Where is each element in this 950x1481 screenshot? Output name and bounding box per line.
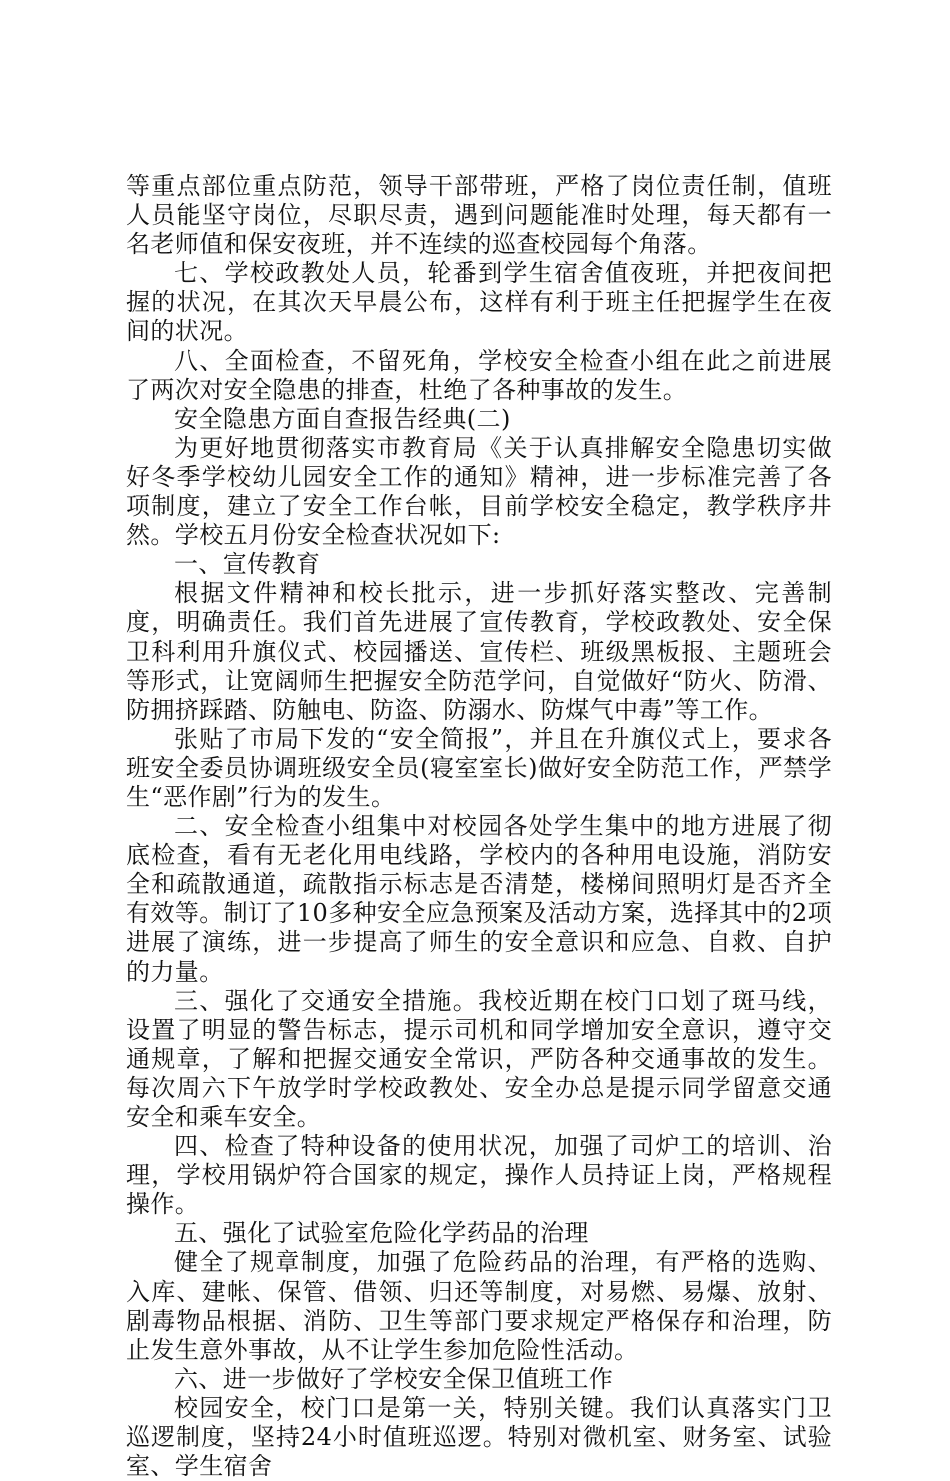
paragraph-item-7: 七、学校政教处人员，轮番到学生宿舍值夜班，并把夜间把握的状况，在其次天早晨公布，这样有利于班主任把握学生在夜间的状况。 <box>126 259 832 346</box>
paragraph-intro: 为更好地贯彻落实市教育局《关于认真排解安全隐患切实做好冬季学校幼儿园安全工作的通知》精神，进一步标准完善了各项制度，建立了安全工作台帐，目前学校安全稳定，教学秩序井然。学校五月份安全检查状况如下: <box>126 433 832 550</box>
paragraph-item-8: 八、全面检查，不留死角，学校安全检查小组在此之前进展了两次对安全隐患的排查，杜绝了各种事故的发生。 <box>126 346 832 404</box>
paragraph-item-3: 三、强化了交通安全措施。我校近期在校门口划了斑马线，设置了明显的警告标志，提示司机和同学增加安全意识，遵守交通规章，了解和把握交通安全常识，严防各种交通事故的发生。每次周六下午放学时学校政教处、安全办总是提示同学留意交通安全和乘车安全。 <box>126 986 832 1131</box>
heading-item-1: 一、宣传教育 <box>174 550 321 579</box>
section-title: 安全隐患方面自查报告经典(二) <box>174 404 511 433</box>
paragraph-bulletin: 张贴了市局下发的“安全简报”，并且在升旗仪式上，要求各班安全委员协调班级安全员(寝室室长)做好安全防范工作，严禁学生“恶作剧”行为的发生。 <box>126 724 832 811</box>
paragraph-duty-continuation: 等重点部位重点防范，领导干部带班，严格了岗位责任制，值班人员能坚守岗位，尽职尽责，遇到问题能准时处理，每天都有一名老师值和保安夜班，并不连续的巡查校园每个角落。 <box>126 172 832 259</box>
paragraph-publicity: 根据文件精神和校长批示，进一步抓好落实整改、完善制度，明确责任。我们首先进展了宣传教育，学校政教处、安全保卫科利用升旗仪式、校园播送、宣传栏、班级黑板报、主题班会等形式，让宽阔师生把握安全防范学问，自觉做好“防火、防滑、防拥挤踩踏、防触电、防盗、防溺水、防煤气中毒”等工作。 <box>126 579 832 724</box>
paragraph-item-2: 二、安全检查小组集中对校园各处学生集中的地方进展了彻底检查，看有无老化用电线路，学校内的各种用电设施，消防安全和疏散通道，疏散指示标志是否清楚，楼梯间照明灯是否齐全有效等。制订了10多种安全应急预案及活动方案，选择其中的2项进展了演练，进一步提高了师生的安全意识和应急、自救、自护的力量。 <box>126 812 832 986</box>
paragraph-campus-gate: 校园安全，校门口是第一关，特别关键。我们认真落实门卫巡逻制度，坚持24小时值班巡逻。特别对微机室、财务室、试验室、学生宿舍 <box>126 1393 832 1481</box>
document-body <box>126 172 832 1481</box>
paragraph-item-4: 四、检查了特种设备的使用状况，加强了司炉工的培训、治理，学校用锅炉符合国家的规定，操作人员持证上岗，严格规程操作。 <box>126 1132 832 1219</box>
paragraph-chemicals: 健全了规章制度，加强了危险药品的治理，有严格的选购、入库、建帐、保管、借领、归还等制度，对易燃、易爆、放射、剧毒物品根据、消防、卫生等部门要求规定严格保存和治理，防止发生意外事故，从不让学生参加危险性活动。 <box>126 1248 832 1364</box>
heading-item-5: 五、强化了试验室危险化学药品的治理 <box>174 1219 589 1248</box>
heading-item-6: 六、进一步做好了学校安全保卫值班工作 <box>174 1364 614 1393</box>
